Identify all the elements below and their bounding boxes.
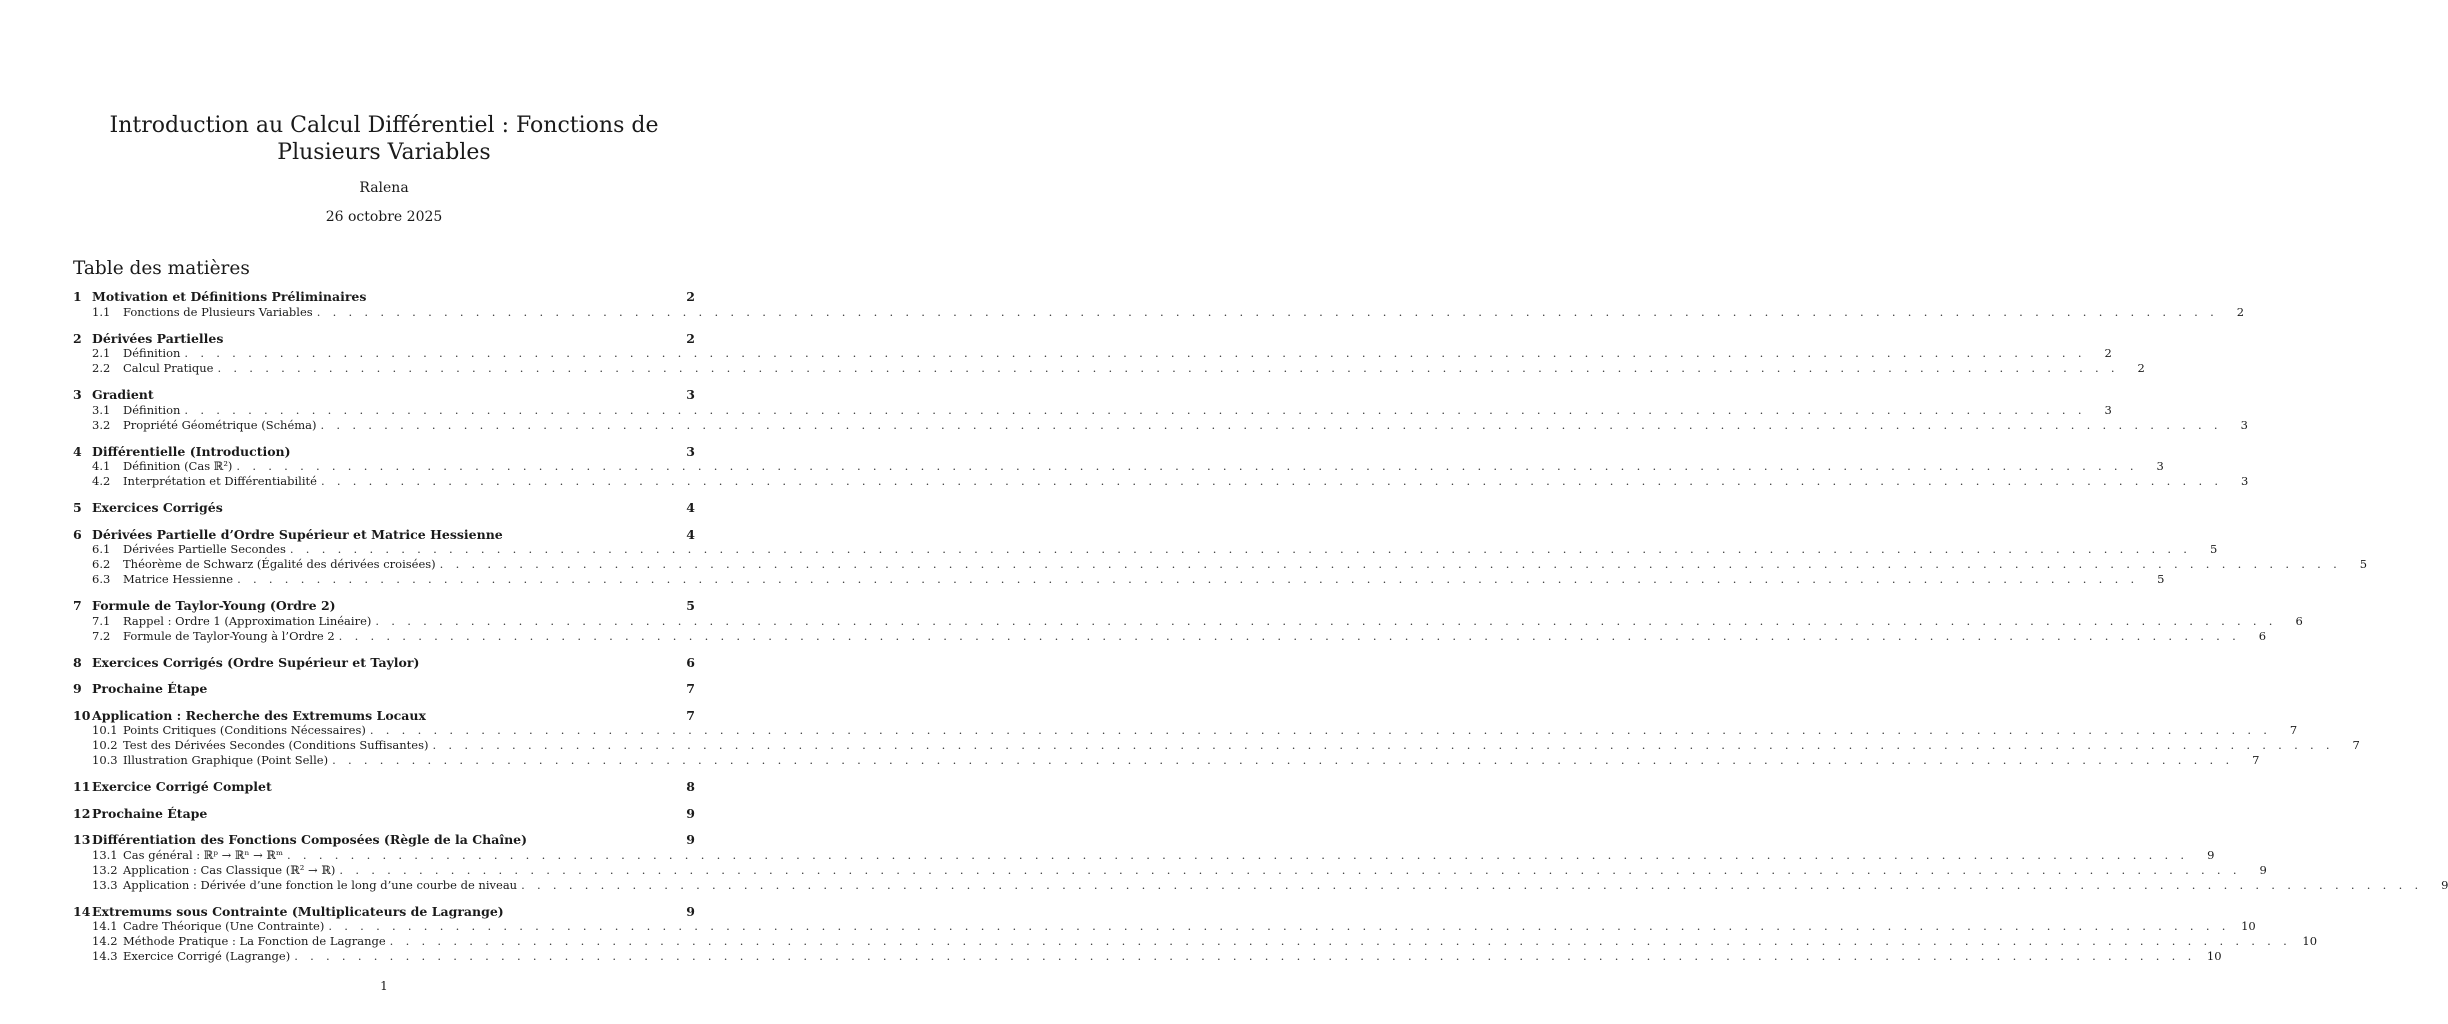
- toc-subsection-page: 9: [2207, 847, 2215, 862]
- toc-subsection-6.3[interactable]: [73, 572, 2165, 587]
- toc-leader-dots: . . . . . . . . . . . . . . . . . . . . . . . . . . . . . . . . . . . . . . . . . . . . . . . . . . . . . . . . . . . . . . . . . . . . . . . . . . . . . . . . . . . . . . . . . . . . . . . . . . . . . . . . . . . . . . . . . . . . . . . .: [316, 304, 2219, 319]
- toc-section-1[interactable]: [73, 290, 695, 305]
- toc-heading: Table des matières: [73, 258, 250, 279]
- toc-section-page: 4: [686, 526, 695, 542]
- toc-leader-dots: . . . . . . . . . . . . . . . . . . . . . . . . . . . . . . . . . . . . . . . . . . . . . . . . . . . . . . . . . . . . . . . . . . . . . . . . . . . . . . . . . . . . . . . . . . . . . . . . . . . . . . . . . . . . . . . . . . . . . . . .: [320, 417, 2222, 432]
- toc-subsection-title: Cadre Théorique (Une Contrainte): [123, 919, 325, 933]
- toc-section-4[interactable]: [73, 445, 695, 460]
- toc-subsection-title: Test des Dérivées Secondes (Conditions Suffisantes): [123, 738, 429, 752]
- toc-section-page: 9: [686, 903, 695, 919]
- toc-subsection-14.3[interactable]: [73, 949, 2222, 964]
- toc-section-page: 3: [686, 443, 695, 459]
- toc-subsection-page: 2: [2104, 346, 2112, 360]
- toc-subsection-title: Définition: [123, 402, 181, 417]
- toc-subsection-13.2[interactable]: [73, 862, 2267, 878]
- toc-subsection-title: Interprétation et Différentiabilité: [123, 474, 317, 488]
- toc-section-page: 2: [686, 330, 695, 346]
- toc-subsection-number: 10.3: [92, 753, 118, 767]
- toc-subsection-number: 6.2: [92, 557, 111, 571]
- toc-subsection-number: 1.1: [92, 304, 111, 319]
- table-of-contents: [73, 286, 2448, 964]
- toc-subsection-page: 10: [2206, 949, 2222, 963]
- toc-section-page: 6: [686, 654, 695, 670]
- toc-subsection-page: 3: [2104, 402, 2112, 417]
- toc-subsection-3.2[interactable]: [73, 417, 2248, 433]
- toc-section-5[interactable]: [73, 501, 695, 516]
- toc-subsection-page: 2: [2236, 304, 2245, 319]
- toc-section-number: 14: [73, 903, 91, 919]
- toc-section-number: 3: [73, 387, 82, 402]
- toc-leader-dots: . . . . . . . . . . . . . . . . . . . . . . . . . . . . . . . . . . . . . . . . . . . . . . . . . . . . . . . . . . . . . . . . . . . . . . . . . . . . . . . . . . . . . . . . . . . . . . . . . . . . . . . . . . . . . . . . . . . . . . . .: [339, 862, 2241, 877]
- toc-subsection-title: Application : Cas Classique (ℝ² → ℝ): [123, 862, 336, 877]
- toc-subsection-14.1[interactable]: [73, 919, 2256, 934]
- toc-subsection-number: 6.3: [92, 572, 111, 586]
- toc-subsection-number: 2.2: [92, 361, 111, 375]
- toc-subsection-title: Théorème de Schwarz (Égalité des dérivées croisées): [123, 557, 436, 571]
- toc-section-2[interactable]: [73, 332, 695, 347]
- toc-subsection-title: Matrice Hessienne: [123, 572, 234, 586]
- toc-subsection-number: 7.2: [92, 628, 111, 643]
- toc-subsection-title: Formule de Taylor-Young à l’Ordre 2: [123, 628, 335, 643]
- toc-section-title: Extremums sous Contrainte (Multiplicateurs de Lagrange): [92, 903, 504, 919]
- toc-subsection-number: 10.1: [92, 723, 118, 737]
- toc-section-11[interactable]: [73, 780, 695, 795]
- toc-section-page: 9: [686, 805, 695, 821]
- toc-subsection-number: 14.1: [92, 919, 118, 933]
- toc-subsection-title: Exercice Corrigé (Lagrange): [123, 949, 291, 963]
- toc-subsection-page: 7: [2289, 723, 2298, 737]
- toc-subsection-number: 14.2: [92, 934, 118, 948]
- toc-subsection-number: 4.2: [92, 474, 111, 488]
- toc-section-8[interactable]: [73, 656, 695, 671]
- toc-subsection-page: 6: [2295, 613, 2303, 628]
- toc-leader-dots: . . . . . . . . . . . . . . . . . . . . . . . . . . . . . . . . . . . . . . . . . . . . . . . . . . . . . . . . . . . . . . . . . . . . . . . . . . . . . . . . . . . . . . . . . . . . . . . . . . . . . . . . . . . . . . . . . . . . . . . .: [432, 738, 2334, 752]
- page-number: 1: [380, 979, 388, 993]
- toc-section-3[interactable]: [73, 388, 695, 403]
- toc-section-number: 9: [73, 681, 82, 696]
- toc-subsection-title: Calcul Pratique: [123, 361, 214, 375]
- toc-subsection-title: Méthode Pratique : La Fonction de Lagrange: [123, 934, 386, 948]
- toc-subsection-page: 2: [2137, 361, 2145, 375]
- toc-subsection-4.2[interactable]: [73, 474, 2249, 489]
- toc-section-number: 8: [73, 654, 82, 670]
- toc-section-page: 9: [686, 832, 695, 847]
- toc-subsection-6.2[interactable]: [73, 557, 2368, 572]
- toc-section-13[interactable]: [73, 833, 695, 848]
- toc-leader-dots: . . . . . . . . . . . . . . . . . . . . . . . . . . . . . . . . . . . . . . . . . . . . . . . . . . . . . . . . . . . . . . . . . . . . . . . . . . . . . . . . . . . . . . . . . . . . . . . . . . . . . . . . . . . . . . . . . . . . . . . .: [184, 346, 2086, 360]
- toc-section-12[interactable]: [73, 807, 695, 822]
- toc-subsection-number: 2.1: [92, 346, 111, 360]
- toc-subsection-1.1[interactable]: [73, 304, 2245, 320]
- toc-subsection-number: 3.1: [92, 402, 111, 417]
- toc-section-page: 5: [686, 598, 695, 613]
- toc-section-number: 12: [73, 805, 91, 821]
- toc-leader-dots: . . . . . . . . . . . . . . . . . . . . . . . . . . . . . . . . . . . . . . . . . . . . . . . . . . . . . . . . . . . . . . . . . . . . . . . . . . . . . . . . . . . . . . . . . . . . . . . . . . . . . . . . . . . . . . . . . . . . . . . .: [217, 361, 2119, 375]
- toc-section-number: 5: [73, 500, 82, 515]
- toc-section-10[interactable]: [73, 709, 695, 724]
- toc-section-title: Motivation et Définitions Préliminaires: [92, 289, 367, 304]
- toc-leader-dots: . . . . . . . . . . . . . . . . . . . . . . . . . . . . . . . . . . . . . . . . . . . . . . . . . . . . . . . . . . . . . . . . . . . . . . . . . . . . . . . . . . . . . . . . . . . . . . . . . . . . . . . . . . . . . . . . . . . . . . . .: [332, 753, 2234, 767]
- toc-subsection-page: 7: [2252, 753, 2260, 767]
- toc-subsection-number: 13.1: [92, 847, 118, 862]
- toc-leader-dots: . . . . . . . . . . . . . . . . . . . . . . . . . . . . . . . . . . . . . . . . . . . . . . . . . . . . . . . . . . . . . . . . . . . . . . . . . . . . . . . . . . . . . . . . . . . . . . . . . . . . . . . . . . . . . . . . . . . . . . . .: [375, 613, 2277, 628]
- toc-subsection-page: 3: [2240, 417, 2248, 432]
- toc-subsection-7.2[interactable]: [73, 628, 2267, 644]
- toc-subsection-page: 10: [2302, 934, 2318, 948]
- toc-subsection-page: 6: [2258, 628, 2267, 643]
- toc-subsection-number: 3.2: [92, 417, 111, 432]
- toc-subsection-number: 13.2: [92, 862, 118, 877]
- toc-subsection-number: 7.1: [92, 613, 111, 628]
- toc-section-number: 10: [73, 707, 91, 723]
- toc-section-9[interactable]: [73, 682, 695, 697]
- toc-section-number: 11: [73, 779, 91, 794]
- toc-subsection-7.1[interactable]: [73, 613, 2303, 629]
- toc-leader-dots: . . . . . . . . . . . . . . . . . . . . . . . . . . . . . . . . . . . . . . . . . . . . . . . . . . . . . . . . . . . . . . . . . . . . . . . . . . . . . . . . . . . . . . . . . . . . . . . . . . . . . . . . . . . . . . . . . . . . . . . .: [521, 877, 2423, 892]
- toc-section-title: Prochaine Étape: [92, 681, 208, 696]
- toc-subsection-10.3[interactable]: [73, 753, 2260, 768]
- toc-subsection-page: 9: [2259, 862, 2267, 877]
- toc-subsection-title: Rappel : Ordre 1 (Approximation Linéaire): [123, 613, 372, 628]
- toc-subsection-number: 10.2: [92, 738, 118, 752]
- toc-section-title: Application : Recherche des Extremums Locaux: [92, 707, 426, 723]
- toc-section-page: 8: [686, 779, 695, 794]
- toc-subsection-title: Propriété Géométrique (Schéma): [123, 417, 317, 432]
- toc-subsection-page: 3: [2156, 459, 2164, 473]
- toc-subsection-4.1[interactable]: [73, 459, 2164, 474]
- toc-leader-dots: . . . . . . . . . . . . . . . . . . . . . . . . . . . . . . . . . . . . . . . . . . . . . . . . . . . . . . . . . . . . . . . . . . . . . . . . . . . . . . . . . . . . . . . . . . . . . . . . . . . . . . . . . . . . . . . . . . . . . . . .: [338, 628, 2241, 643]
- document-title: Introduction au Calcul Différentiel : Fonctions de Plusieurs Variables: [109, 113, 659, 165]
- toc-subsection-page: 5: [2209, 542, 2218, 556]
- toc-subsection-6.1[interactable]: [73, 542, 2218, 557]
- toc-leader-dots: . . . . . . . . . . . . . . . . . . . . . . . . . . . . . . . . . . . . . . . . . . . . . . . . . . . . . . . . . . . . . . . . . . . . . . . . . . . . . . . . . . . . . . . . . . . . . . . . . . . . . . . . . . . . . . . . . . . . . . . .: [320, 474, 2223, 488]
- toc-section-number: 2: [73, 330, 82, 346]
- toc-leader-dots: . . . . . . . . . . . . . . . . . . . . . . . . . . . . . . . . . . . . . . . . . . . . . . . . . . . . . . . . . . . . . . . . . . . . . . . . . . . . . . . . . . . . . . . . . . . . . . . . . . . . . . . . . . . . . . . . . . . . . . . .: [389, 934, 2292, 948]
- toc-subsection-page: 10: [2241, 919, 2256, 933]
- toc-leader-dots: . . . . . . . . . . . . . . . . . . . . . . . . . . . . . . . . . . . . . . . . . . . . . . . . . . . . . . . . . . . . . . . . . . . . . . . . . . . . . . . . . . . . . . . . . . . . . . . . . . . . . . . . . . . . . . . . . . . . . . . .: [237, 572, 2139, 586]
- toc-subsection-number: 4.1: [92, 459, 111, 473]
- toc-section-title: Gradient: [92, 387, 154, 402]
- toc-subsection-page: 3: [2241, 474, 2249, 488]
- toc-section-page: 3: [686, 387, 695, 402]
- toc-section-number: 6: [73, 526, 82, 542]
- toc-subsection-title: Fonctions de Plusieurs Variables: [123, 304, 313, 319]
- toc-leader-dots: . . . . . . . . . . . . . . . . . . . . . . . . . . . . . . . . . . . . . . . . . . . . . . . . . . . . . . . . . . . . . . . . . . . . . . . . . . . . . . . . . . . . . . . . . . . . . . . . . . . . . . . . . . . . . . . . . . . . . . . .: [439, 557, 2342, 571]
- toc-subsection-2.2[interactable]: [73, 361, 2145, 376]
- toc-section-title: Différentielle (Introduction): [92, 443, 291, 459]
- toc-subsection-page: 7: [2352, 738, 2360, 752]
- toc-section-number: 13: [73, 832, 91, 847]
- toc-leader-dots: . . . . . . . . . . . . . . . . . . . . . . . . . . . . . . . . . . . . . . . . . . . . . . . . . . . . . . . . . . . . . . . . . . . . . . . . . . . . . . . . . . . . . . . . . . . . . . . . . . . . . . . . . . . . . . . . . . . . . . . .: [328, 919, 2230, 933]
- toc-section-number: 4: [73, 443, 82, 459]
- toc-section-title: Exercice Corrigé Complet: [92, 779, 272, 794]
- document-date: 26 octobre 2025: [325, 209, 443, 225]
- toc-leader-dots: . . . . . . . . . . . . . . . . . . . . . . . . . . . . . . . . . . . . . . . . . . . . . . . . . . . . . . . . . . . . . . . . . . . . . . . . . . . . . . . . . . . . . . . . . . . . . . . . . . . . . . . . . . . . . . . . . . . . . . . .: [289, 542, 2192, 556]
- toc-section-title: Dérivées Partielle d’Ordre Supérieur et Matrice Hessienne: [92, 526, 503, 542]
- toc-leader-dots: . . . . . . . . . . . . . . . . . . . . . . . . . . . . . . . . . . . . . . . . . . . . . . . . . . . . . . . . . . . . . . . . . . . . . . . . . . . . . . . . . . . . . . . . . . . . . . . . . . . . . . . . . . . . . . . . . . . . . . . .: [287, 847, 2189, 862]
- toc-leader-dots: . . . . . . . . . . . . . . . . . . . . . . . . . . . . . . . . . . . . . . . . . . . . . . . . . . . . . . . . . . . . . . . . . . . . . . . . . . . . . . . . . . . . . . . . . . . . . . . . . . . . . . . . . . . . . . . . . . . . . . . .: [236, 459, 2138, 473]
- toc-subsection-page: 9: [2441, 877, 2448, 892]
- toc-section-page: 7: [686, 681, 695, 696]
- toc-subsection-13.3[interactable]: [73, 877, 2448, 893]
- toc-subsection-2.1[interactable]: [73, 346, 2112, 361]
- toc-subsection-title: Définition (Cas ℝ²): [123, 459, 233, 473]
- toc-subsection-title: Application : Dérivée d’une fonction le long d’une courbe de niveau: [123, 877, 518, 892]
- toc-section-number: 1: [73, 289, 82, 304]
- toc-subsection-14.2[interactable]: [73, 934, 2318, 949]
- toc-subsection-10.2[interactable]: [73, 738, 2360, 753]
- toc-subsection-title: Points Critiques (Conditions Nécessaires): [123, 723, 366, 737]
- toc-section-title: Exercices Corrigés (Ordre Supérieur et Taylor): [92, 654, 420, 670]
- toc-subsection-title: Dérivées Partielle Secondes: [123, 542, 286, 556]
- toc-section-title: Dérivées Partielles: [92, 330, 224, 346]
- toc-section-page: 4: [686, 500, 695, 515]
- toc-section-6[interactable]: [73, 528, 695, 543]
- toc-subsection-page: 5: [2359, 557, 2368, 571]
- toc-section-title: Formule de Taylor-Young (Ordre 2): [92, 598, 336, 613]
- toc-subsection-page: 5: [2157, 572, 2165, 586]
- toc-section-page: 7: [686, 707, 695, 723]
- toc-subsection-13.1[interactable]: [73, 847, 2215, 863]
- toc-subsection-3.1[interactable]: [73, 402, 2112, 418]
- toc-leader-dots: . . . . . . . . . . . . . . . . . . . . . . . . . . . . . . . . . . . . . . . . . . . . . . . . . . . . . . . . . . . . . . . . . . . . . . . . . . . . . . . . . . . . . . . . . . . . . . . . . . . . . . . . . . . . . . . . . . . . . . . .: [294, 949, 2196, 963]
- toc-subsection-title: Définition: [123, 346, 181, 360]
- toc-subsection-10.1[interactable]: [73, 723, 2298, 738]
- document-author: Ralena: [359, 180, 409, 196]
- toc-subsection-title: Illustration Graphique (Point Selle): [123, 753, 329, 767]
- toc-subsection-title: Cas général : ℝᵖ → ℝⁿ → ℝᵐ: [123, 847, 284, 862]
- toc-section-14[interactable]: [73, 905, 695, 920]
- toc-subsection-number: 14.3: [92, 949, 118, 963]
- toc-section-title: Différentiation des Fonctions Composées (Règle de la Chaîne): [92, 832, 528, 847]
- toc-section-number: 7: [73, 598, 82, 613]
- toc-section-7[interactable]: [73, 599, 695, 614]
- toc-section-page: 2: [686, 289, 695, 304]
- toc-leader-dots: . . . . . . . . . . . . . . . . . . . . . . . . . . . . . . . . . . . . . . . . . . . . . . . . . . . . . . . . . . . . . . . . . . . . . . . . . . . . . . . . . . . . . . . . . . . . . . . . . . . . . . . . . . . . . . . . . . . . . . . .: [184, 402, 2086, 417]
- toc-section-title: Prochaine Étape: [92, 805, 208, 821]
- toc-section-title: Exercices Corrigés: [92, 500, 223, 515]
- toc-leader-dots: . . . . . . . . . . . . . . . . . . . . . . . . . . . . . . . . . . . . . . . . . . . . . . . . . . . . . . . . . . . . . . . . . . . . . . . . . . . . . . . . . . . . . . . . . . . . . . . . . . . . . . . . . . . . . . . . . . . . . . . .: [369, 723, 2272, 737]
- toc-subsection-number: 13.3: [92, 877, 118, 892]
- toc-subsection-number: 6.1: [92, 542, 111, 556]
